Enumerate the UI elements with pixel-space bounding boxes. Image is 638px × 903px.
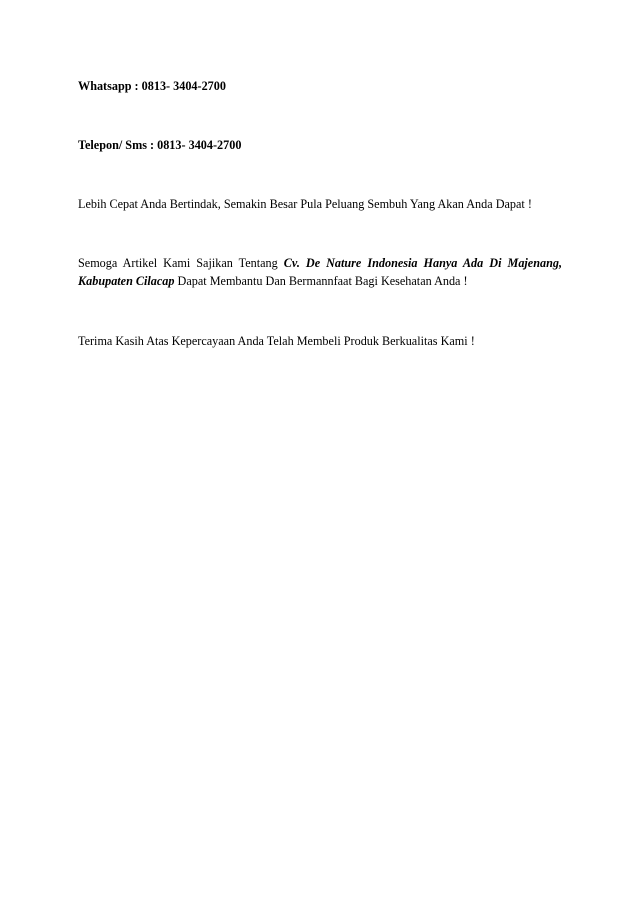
semoga-closing-text: Dapat Membantu Dan Bermannfaat Bagi Kesehatan Anda !	[174, 274, 468, 288]
thank-you-paragraph: Terima Kasih Atas Kepercayaan Anda Telah Membeli Produk Berkualitas Kami !	[78, 334, 475, 348]
semoga-intro-text: Semoga Artikel Kami Sajikan Tentang	[78, 256, 284, 270]
article-closing-paragraph	[78, 254, 562, 290]
company-location-emphasis: Cv. De Nature Indonesia Hanya Ada Di Majenang, Kabupaten Cilacap	[78, 256, 562, 288]
telepon-sms-contact: Telepon/ Sms : 0813- 3404-2700	[78, 138, 242, 152]
whatsapp-contact: Whatsapp : 0813- 3404-2700	[78, 79, 226, 93]
call-to-action-paragraph: Lebih Cepat Anda Bertindak, Semakin Besar Pula Peluang Sembuh Yang Akan Anda Dapat !	[78, 197, 532, 211]
